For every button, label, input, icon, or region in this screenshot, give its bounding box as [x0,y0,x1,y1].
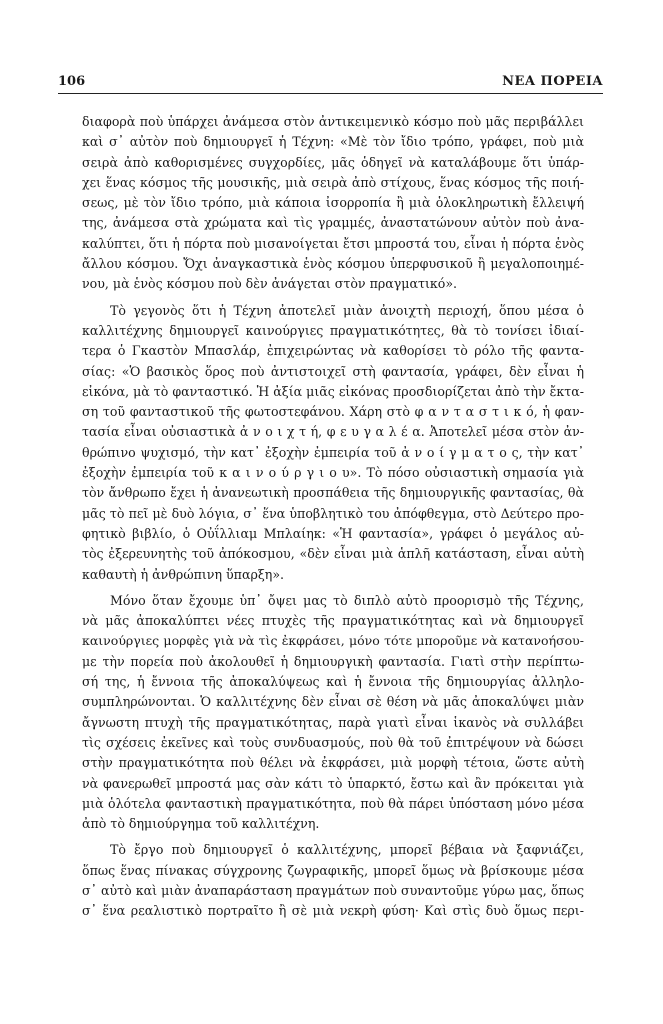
text-line: τὸς ἐξερευνητὴς τοῦ ἀπόκοσμου, «δὲν εἶναι μιὰ ἁπλῆ κατάσταση, εἶναι αὐτὴ [82,546,584,562]
text-line: ὅπως ἕνας πίνακας σύγχρονης ζωγραφικῆς, μπορεῖ ὅμως νὰ βρίσκουμε μέσα [82,862,584,878]
page-number: 106 [58,74,86,89]
text-line: σεως, μὲ τὸν ἴδιο τρόπο, μιὰ κάποια ἰσορροπία ἢ μιὰ ὁλοκληρωτικὴ ἔλλειψή [82,195,584,211]
text-line: καλύπτει, ὅτι ἡ πόρτα ποὺ μισανοίγεται ἔτσι μπροστά του, εἶναι ἡ πόρτα ἑνὸς [82,235,584,251]
text-line: εἰκόνα, μὰ τὸ φανταστικό. Ἡ ἀξία μιᾶς εἰκόνας προσδιορίζεται ἀπὸ τὴν ἔκτα- [82,383,584,399]
text-line: σ᾽ αὐτὸ καὶ μιὰν ἀναπαράσταση πραγμάτων ποὺ συναντοῦμε γύρω μας, ὅπως [82,882,584,898]
text-line: νὰ φανερωθεῖ μπροστά μας σὰν κάτι τὸ ὑπαρκτό, ἔστω καὶ ἂν πρόκειται γιὰ [82,775,584,791]
paragraph [82,591,584,835]
text-line: ση τοῦ φανταστικοῦ τῆς φωτοστεφάνου. Χάρη στὸ φ α ν τ α σ τ ι κ ό, ἡ φαν- [82,404,584,420]
text-line: στὴν πραγματικότητα ποὺ θέλει νὰ ἐκφράσει, μιὰ μορφὴ τέτοια, ὥστε αὐτὴ [82,755,584,771]
text-line: σίας: «Ὁ βασικὸς ὅρος ποὺ ἀντιστοιχεῖ στὴ φαντασία, γράφει, δὲν εἶναι ἡ [82,363,584,379]
text-line: συμπληρώνονται. Ὁ καλλιτέχνης δὲν εἶναι σὲ θέση νὰ μᾶς ἀποκαλύψει μιὰν [82,694,584,710]
text-line: ἐξοχὴν ἐμπειρία τοῦ κ α ι ν ο ύ ρ γ ι ο υ». Τὸ πόσο οὐσιαστικὴ σημασία γιὰ [82,465,584,481]
text-line: σειρὰ ἀπὸ καθορισμένες συγχορδίες, μᾶς ὁδηγεῖ νὰ καταλάβουμε ὅτι ὑπάρ- [82,154,584,170]
text-line: τὶς σχέσεις ἐκεῖνες καὶ τοὺς συνδυασμούς, ποὺ θὰ τοῦ ἐπιτρέψουν νὰ δώσει [82,734,584,750]
text-line: σ᾽ ἕνα ρεαλιστικὸ πορτραῖτο ἢ σὲ μιὰ νεκρὴ φύση· Καὶ στὶς δυὸ ὅμως περι- [82,903,584,919]
text-line: ἄλλου κόσμου. Ὄχι ἀναγκαστικὰ ἑνὸς κόσμου ὑπερφυσικοῦ ἢ μεγαλοποιημέ- [82,256,584,272]
running-title: ΝΕΑ ΠΟΡΕΙΑ [502,74,603,89]
text-line: Μόνο ὅταν ἔχουμε ὑπ᾽ ὄψει μας τὸ διπλὸ αὐτὸ προορισμὸ τῆς Τέχνης, [110,592,584,608]
text-line: τὸν ἄνθρωπο ἔχει ἡ ἀνανεωτικὴ προσπάθεια τῆς δημιουργικῆς φαντασίας, θὰ [82,485,584,501]
paragraph [82,112,584,295]
paragraph [82,840,584,921]
page-header [58,74,603,94]
text-line: χει ἕνας κόσμος τῆς μουσικῆς, μιὰ σειρὰ ἀπὸ στίχους, ἕνας κόσμος τῆς ποιή- [82,174,584,190]
text-line: θρώπινο ψυχισμό, τὴν κατ᾽ ἐξοχὴν ἐμπειρία τοῦ ἀ ν ο ί γ μ α τ ο ς, τὴν κατ᾽ [82,444,584,460]
text-line: μᾶς τὸ πεῖ μὲ δυὸ λόγια, σ᾽ ἕνα ὑποβλητικὸ του ἀπόφθεγμα, στὸ Δεύτερο προ- [82,505,584,521]
text-line: ἀπὸ τὸ δημιούργημα τοῦ καλλιτέχνη. [82,816,320,832]
text-line: τασία εἶναι οὐσιαστικὰ ἀ ν ο ι χ τ ή, φ ε υ γ α λ έ α. Ἀποτελεῖ μέσα στὸν ἀν- [82,424,584,440]
text-line: Τὸ γεγονὸς ὅτι ἡ Τέχνη ἀποτελεῖ μιὰν ἀνοιχτὴ περιοχή, ὅπου μέσα ὁ [110,302,584,318]
text-line: Τὸ ἔργο ποὺ δημιουργεῖ ὁ καλλιτέχνης, μπορεῖ βέβαια νὰ ξαφνιάζει, [110,842,584,858]
text-line: νὰ μᾶς ἀποκαλύπτει νέες πτυχὲς τῆς πραγματικότητας καὶ νὰ δημιουργεῖ [82,613,584,629]
body-text [82,112,584,922]
paragraph [82,301,584,585]
text-line: ἄγνωστη πτυχὴ τῆς πραγματικότητας, παρὰ γιατὶ εἶναι ἱκανὸς νὰ συλλάβει [82,714,584,730]
text-line: σή της, ἡ ἔννοια τῆς ἀποκαλύψεως καὶ ἡ ἔννοια τῆς δημιουργίας ἀλληλο- [82,674,584,690]
text-line: καλλιτέχνης δημιουργεῖ καινούργιες πραγματικότητες, θὰ τὸ τονίσει ἰδιαί- [82,322,584,338]
text-line: καὶ σ᾽ αὐτὸν ποὺ δημιουργεῖ ἡ Τέχνη: «Μὲ τὸν ἴδιο τρόπο, γράφει, ποὺ μιὰ [82,134,584,150]
header-rule [58,93,603,94]
text-line: καινούργιες μορφὲς γιὰ νὰ τὶς ἐκφράσει, μόνο τότε μποροῦμε νὰ κατανοήσου- [82,633,584,649]
text-line: καθαυτὴ ἡ ἀνθρώπινη ὕπαρξη». [82,566,285,582]
text-line: φητικὸ βιβλίο, ὁ Οὐΐλλιαμ Μπλαίηκ: «Ἡ φαντασία», γράφει ὁ μεγάλος αὐ- [82,525,584,541]
text-line: της, ἀνάμεσα στὰ χρώματα καὶ τὶς γραμμές, ἀναστατώνουν αὐτὸν ποὺ ἀνα- [82,215,584,231]
text-line: μιὰ ὁλότελα φανταστικὴ πραγματικότητα, ποὺ θὰ πάρει ὑπόσταση μόνο μέσα [82,795,584,811]
text-line: τερα ὁ Γκαστὸν Μπασλάρ, ἐπιχειρώντας νὰ καθορίσει τὸ ρόλο τῆς φαντα- [82,343,584,359]
text-line: νου, μὰ ἑνὸς κόσμου ποὺ δὲν ἀνάγεται στὸν πραγματικό». [82,276,458,292]
text-line: διαφορὰ ποὺ ὑπάρχει ἀνάμεσα στὸν ἀντικειμενικὸ κόσμο ποὺ μᾶς περιβάλλει [82,114,584,129]
text-line: με τὴν πορεία ποὺ ἀκολουθεῖ ἡ δημιουργικὴ φαντασία. Γιατὶ στὴν περίπτω- [82,653,584,669]
